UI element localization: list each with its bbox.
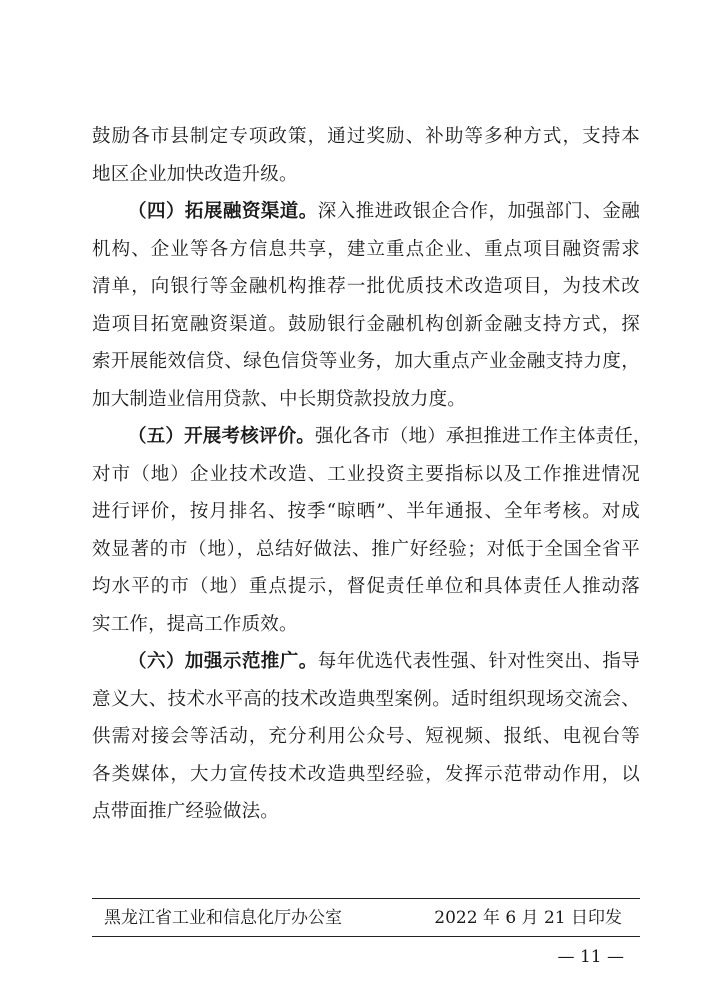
text-span: 强化各市（地）承担推进工作主体责任，: [315, 426, 652, 447]
text-line: 对市（地）企业技术改造、工业投资主要指标以及工作推进情况: [92, 463, 640, 485]
text-line: 清单，向银行等金融机构推荐一批优质技术改造项目，为技术改: [92, 276, 640, 297]
text-line: 机构、企业等各方信息共享，建立重点企业、重点项目融资需求: [92, 238, 640, 260]
text-line: 意义大、技术水平高的技术改造典型案例。适时组织现场交流会、: [92, 688, 640, 710]
issue-date: 2022 年 6 月 21 日印发: [434, 908, 622, 928]
text-line: 效显著的市（地），总结好做法、推广好经验；对低于全国全省平: [92, 538, 640, 560]
text-line: 各类媒体，大力宣传技术改造典型经验，发挥示范带动作用，以: [92, 763, 640, 785]
text-line: 地区企业加快改造升级。: [92, 163, 298, 185]
section-5-heading: （五）开展考核评价。: [128, 426, 316, 447]
text-line: 索开展能效信贷、绿色信贷等业务，加大重点产业金融支持力度，: [92, 351, 640, 372]
body-text: [92, 118, 652, 831]
text-line: 鼓励各市县制定专项政策，通过奖励、补助等多种方式，支持本: [92, 126, 640, 147]
text-line: 加大制造业信用贷款、中长期贷款投放力度。: [92, 388, 467, 410]
footer-top-rule: [92, 898, 640, 899]
text-line: 进行评价，按月排名、按季“晾晒”、半年通报、全年考核。对成: [92, 501, 640, 522]
text-line: [92, 418, 652, 456]
text-span: 每年优选代表性强、针对性突出、指导: [317, 651, 640, 672]
section-6-heading: （六）加强示范推广。: [128, 651, 318, 672]
text-line: 造项目拓宽融资渠道。鼓励银行金融机构创新金融支持方式，探: [92, 313, 640, 335]
text-line: [92, 193, 640, 231]
text-line: 实工作，提高工作质效。: [92, 613, 298, 635]
section-6-paragraph: [92, 643, 640, 831]
section-4-heading: （四）拓展融资渠道。: [128, 201, 318, 222]
text-span: 深入推进政银企合作，加强部门、金融: [317, 201, 640, 222]
section-5-paragraph: [92, 418, 652, 643]
intro-paragraph: [92, 118, 640, 193]
text-line: [92, 643, 640, 681]
issuer-name: 黑龙江省工业和信息化厅办公室: [104, 908, 342, 928]
text-line: 供需对接会等活动，充分利用公众号、短视频、报纸、电视台等: [92, 726, 640, 747]
text-line: 均水平的市（地）重点提示，督促责任单位和具体责任人推动落: [92, 576, 640, 597]
footer-bottom-rule: [92, 936, 640, 937]
section-4-paragraph: [92, 193, 640, 418]
text-line: 点带面推广经验做法。: [92, 801, 280, 822]
page-number: — 11 —: [557, 947, 624, 967]
